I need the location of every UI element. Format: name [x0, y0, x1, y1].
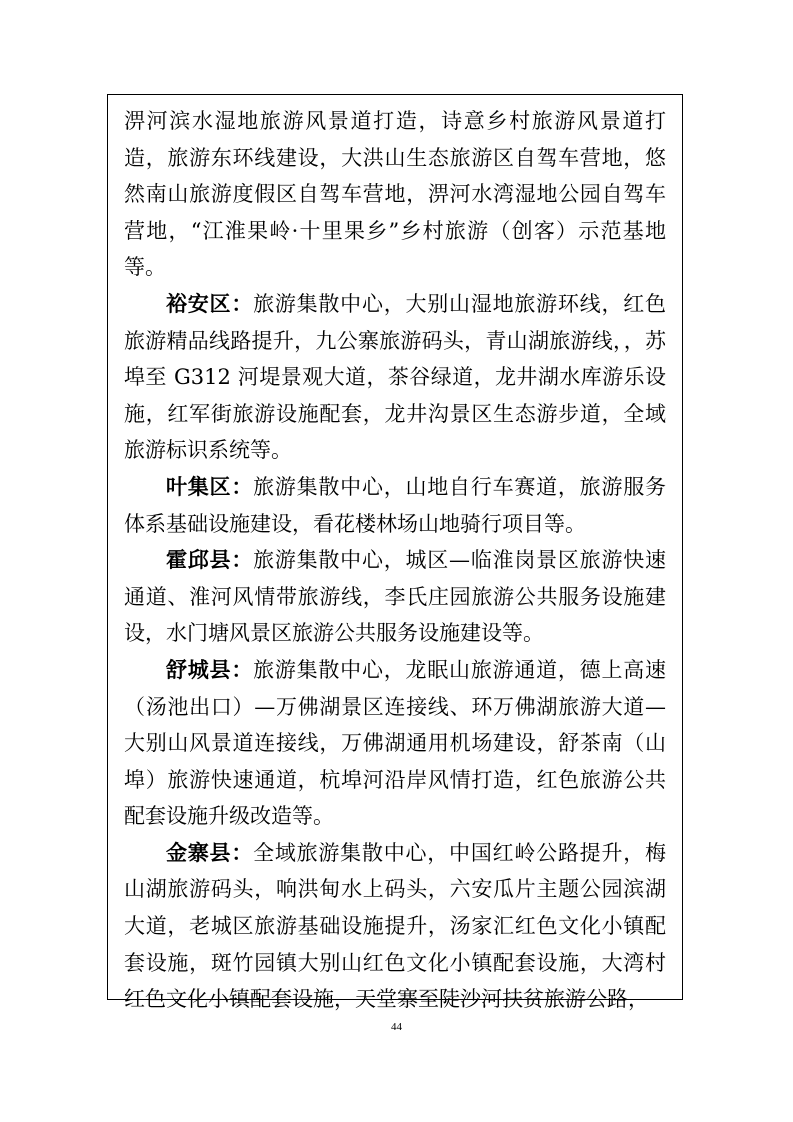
paragraph-text: 淠河滨水湿地旅游风景道打造，诗意乡村旅游风景道打造，旅游东环线建设，大洪山生态旅游区自驾车营地，悠然南山旅游度假区自驾车营地，淠河水湾湿地公园自驾车营地，“江淮果岭·十里果乡”乡村旅游（创客）示范基地等。 [124, 109, 666, 280]
paragraph-shucheng-county [124, 652, 666, 835]
paragraph-text: 旅游集散中心，城区—临淮岗景区旅游快速通道、淮河风情带旅游线，李氏庄园旅游公共服务设施建设，水门塘风景区旅游公共服务设施建设等。 [124, 548, 667, 646]
county-label: 舒城县： [166, 657, 254, 682]
page-number: 44 [391, 1021, 402, 1033]
paragraph-text: 旅游集散中心，龙眠山旅游通道，德上高速（汤池出口）—万佛湖景区连接线、环万佛湖旅游大道—大别山风景道连接线，万佛湖通用机场建设，舒茶南（山埠）旅游快速通道，杭埠河沿岸风情打造，红色旅游公共配套设施升级改造等。 [124, 657, 667, 829]
document-body [124, 103, 666, 1018]
paragraph-yuan-district [124, 286, 666, 469]
paragraph-text: 旅游集散中心，山地自行车赛道，旅游服务体系基础设施建设，看花楼林场山地骑行项目等。 [124, 474, 667, 536]
paragraph-huoqiu-county [124, 542, 666, 652]
county-label: 裕安区： [166, 291, 254, 316]
paragraph-text: 旅游集散中心，大别山湿地旅游环线，红色旅游精品线路提升，九公寨旅游码头，青山湖旅游线，，苏埠至 G312 河堤景观大道，茶谷绿道，龙井湖水库游乐设施，红军街旅游设施配套，龙井沟景区生态游步道，全域旅游标识系统等。 [124, 291, 667, 463]
paragraph-jinzhai-county [124, 835, 666, 1018]
paragraph-continuation [124, 103, 666, 286]
paragraph-yeji-district [124, 469, 666, 542]
county-label: 金寨县： [166, 840, 254, 865]
paragraph-text: 全域旅游集散中心，中国红岭公路提升，梅山湖旅游码头，响洪甸水上码头，六安瓜片主题公园滨湖大道，老城区旅游基础设施提升，汤家汇红色文化小镇配套设施，斑竹园镇大别山红色文化小镇配套设施，大湾村红色文化小镇配套设施，天堂寨至陡沙河扶贫旅游公路， [124, 840, 667, 1012]
county-label: 叶集区： [166, 474, 254, 499]
county-label: 霍邱县： [166, 548, 254, 573]
